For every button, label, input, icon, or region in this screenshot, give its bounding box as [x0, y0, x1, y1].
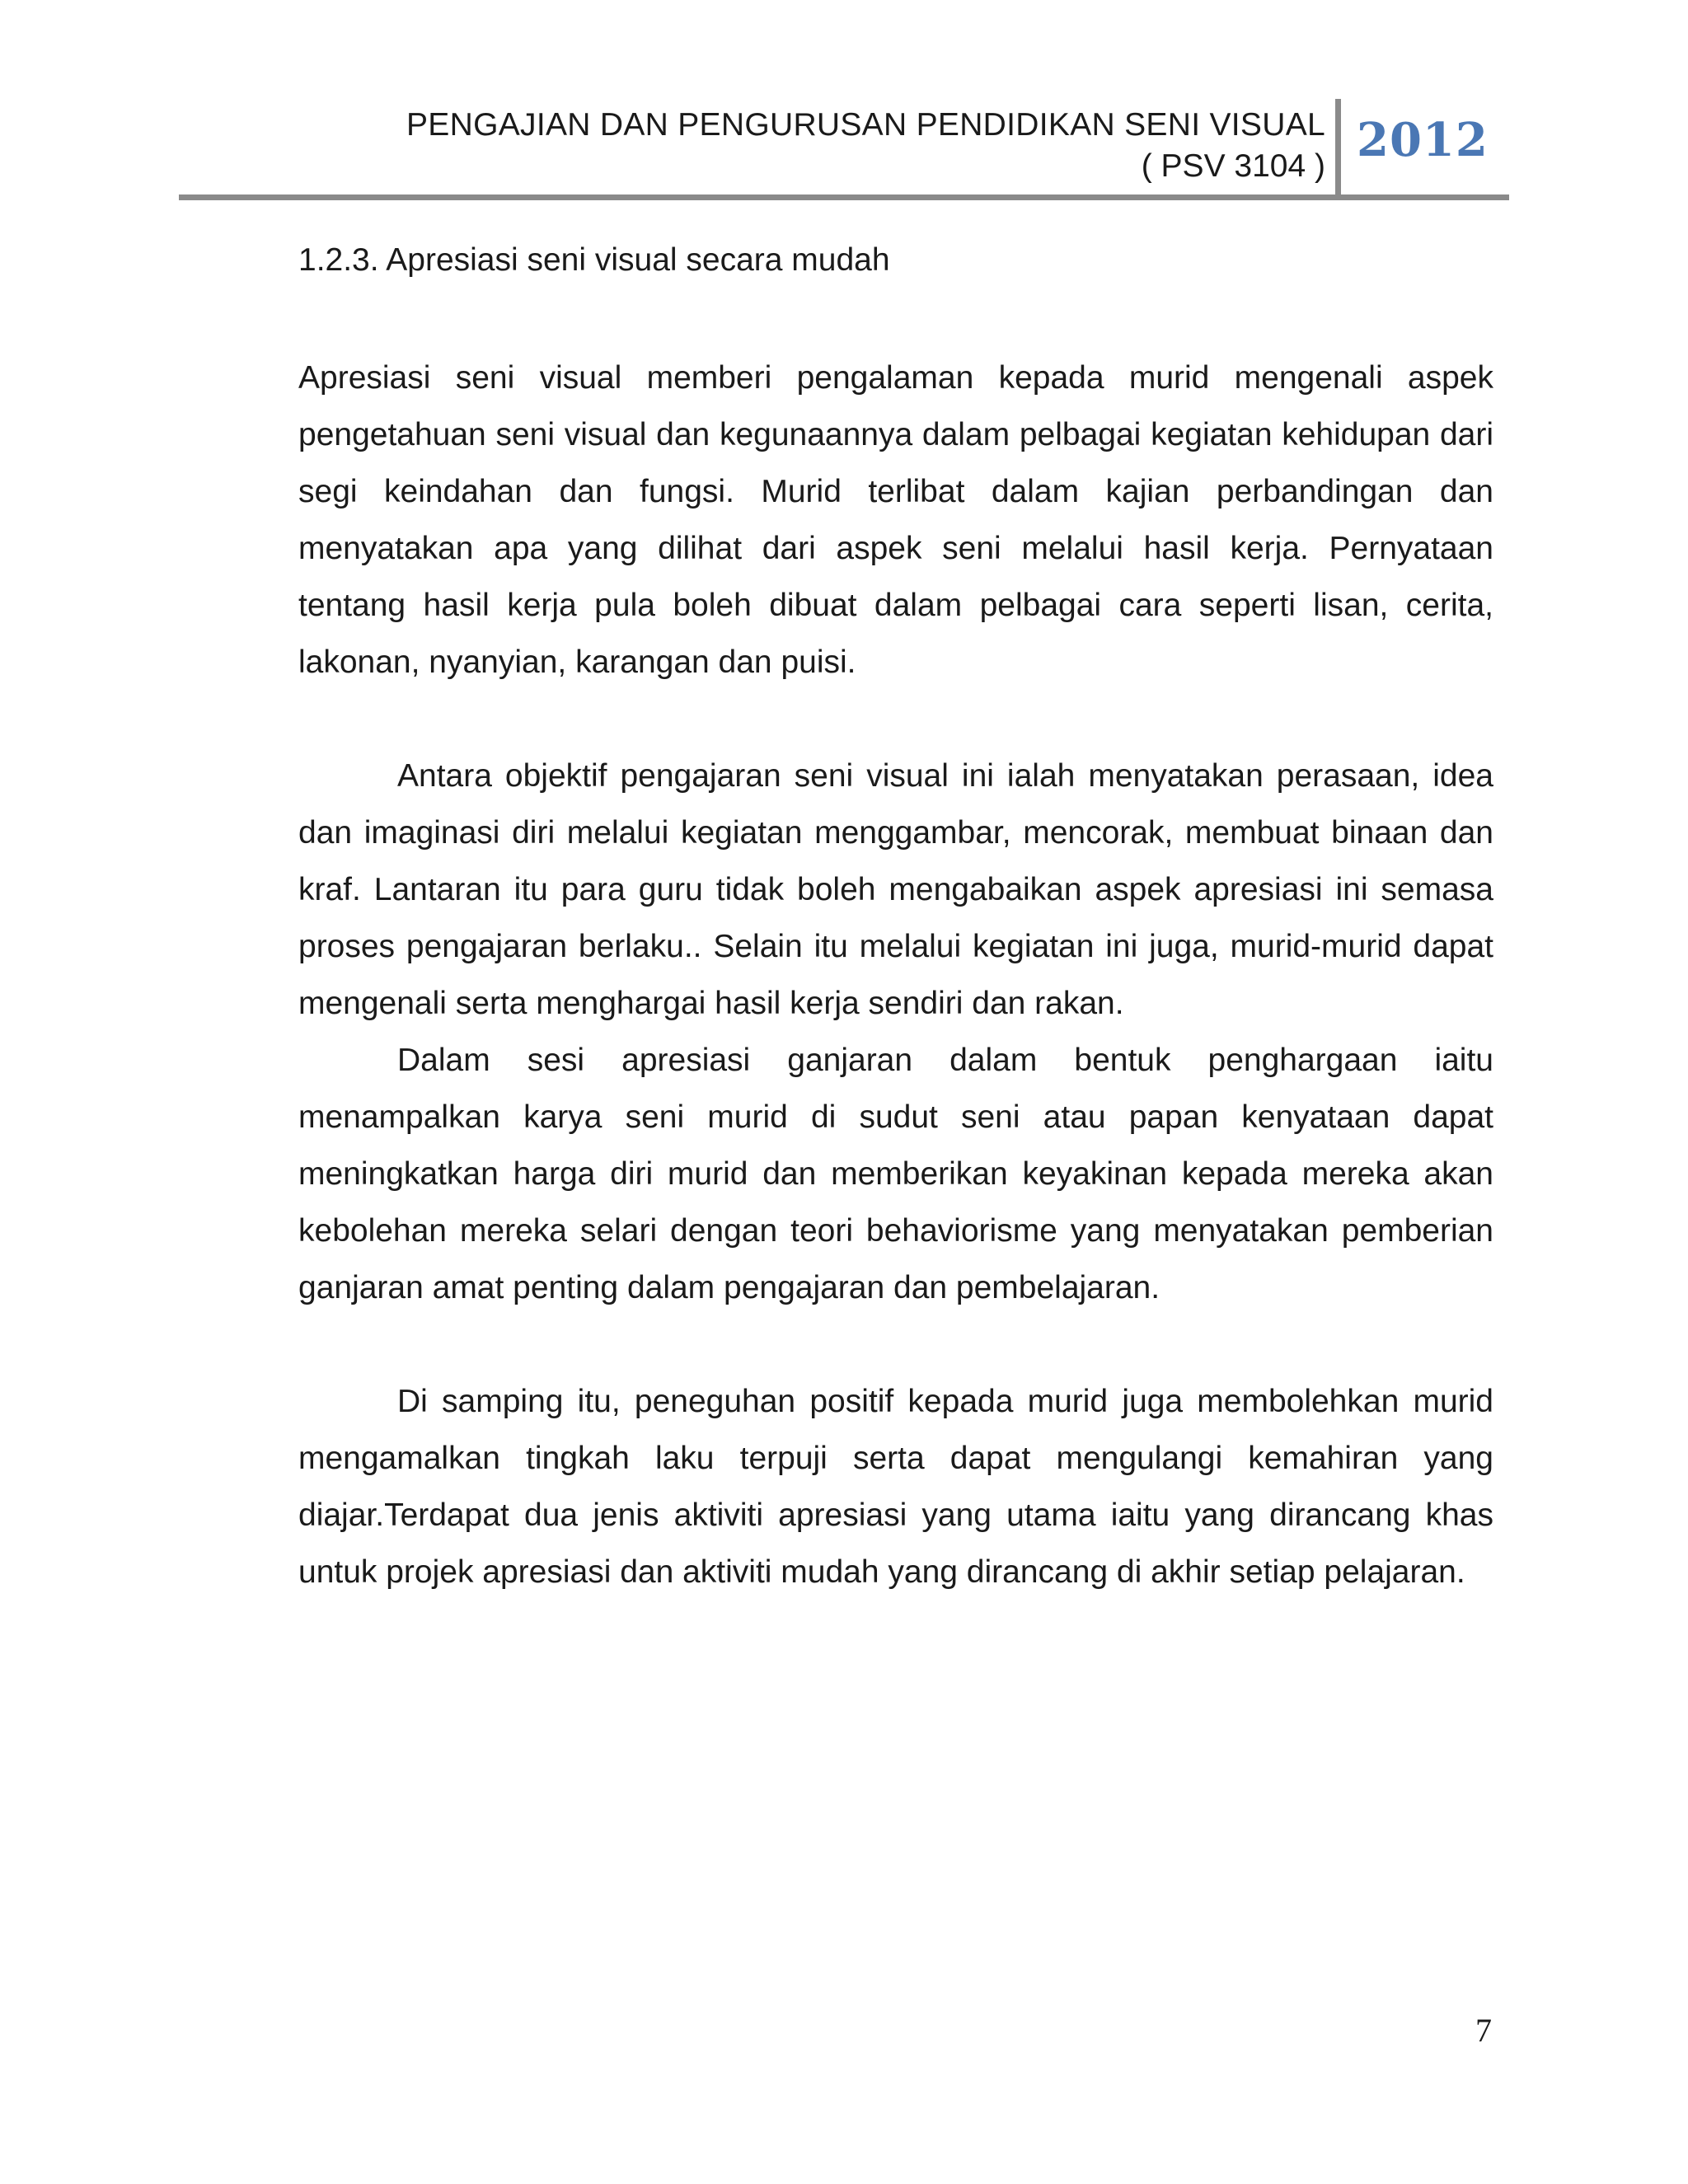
page-content — [298, 236, 1493, 1601]
paragraph-2: Antara objektif pengajaran seni visual ini ialah menyatakan perasaan, idea dan imaginasi diri melalui kegiatan menggambar, mencorak, membuat binaan dan kraf. Lantaran itu para guru tidak boleh mengabaikan aspek apresiasi ini semasa proses pengajaran berlaku.. Selain itu melalui kegiatan ini juga, murid-murid dapat mengenali serta menghargai hasil kerja sendiri dan rakan. — [298, 758, 1493, 1021]
header-horizontal-rule — [179, 194, 1509, 200]
header-vertical-divider — [1335, 99, 1341, 196]
page-number: 7 — [1475, 2012, 1492, 2049]
page-header — [0, 0, 1688, 206]
section-heading: 1.2.3. Apresiasi seni visual secara mudah — [298, 242, 890, 278]
paragraph-4: Di samping itu, peneguhan positif kepada murid juga membolehkan murid mengamalkan tingkah laku terpuji serta dapat mengulangi kemahiran yang diajar.Terdapat dua jenis aktiviti apresiasi yang utama iaitu yang dirancang khas untuk projek apresiasi dan aktiviti mudah yang dirancang di akhir setiap pelajaran. — [298, 1384, 1493, 1590]
paragraph-3: Dalam sesi apresiasi ganjaran dalam bentuk penghargaan iaitu menampalkan karya seni murid di sudut seni atau papan kenyataan dapat meningkatkan harga diri murid dan memberikan keyakinan kepada mereka akan kebolehan mereka selari dengan teori behaviorisme yang menyatakan pemberian ganjaran amat penting dalam pengajaran dan pembelajaran. — [298, 1043, 1493, 1305]
document-title: PENGAJIAN DAN PENGURUSAN PENDIDIKAN SENI VISUAL — [406, 107, 1325, 143]
paragraph-1: Apresiasi seni visual memberi pengalaman kepada murid mengenali aspek pengetahuan seni visual dan kegunaannya dalam pelbagai kegiatan kehidupan dari segi keindahan dan fungsi. Murid terlibat dalam kajian perbandingan dan menyatakan apa yang dilihat dari aspek seni melalui hasil kerja. Pernyataan tentang hasil kerja pula boleh dibuat dalam pelbagai cara seperti lisan, cerita, lakonan, nyanyian, karangan dan puisi. — [298, 360, 1493, 680]
header-year: 2012 — [1357, 113, 1489, 167]
spacer — [298, 285, 1493, 349]
course-code: ( PSV 3104 ) — [1141, 148, 1325, 184]
spacer — [298, 691, 1493, 748]
spacer — [298, 1316, 1493, 1373]
